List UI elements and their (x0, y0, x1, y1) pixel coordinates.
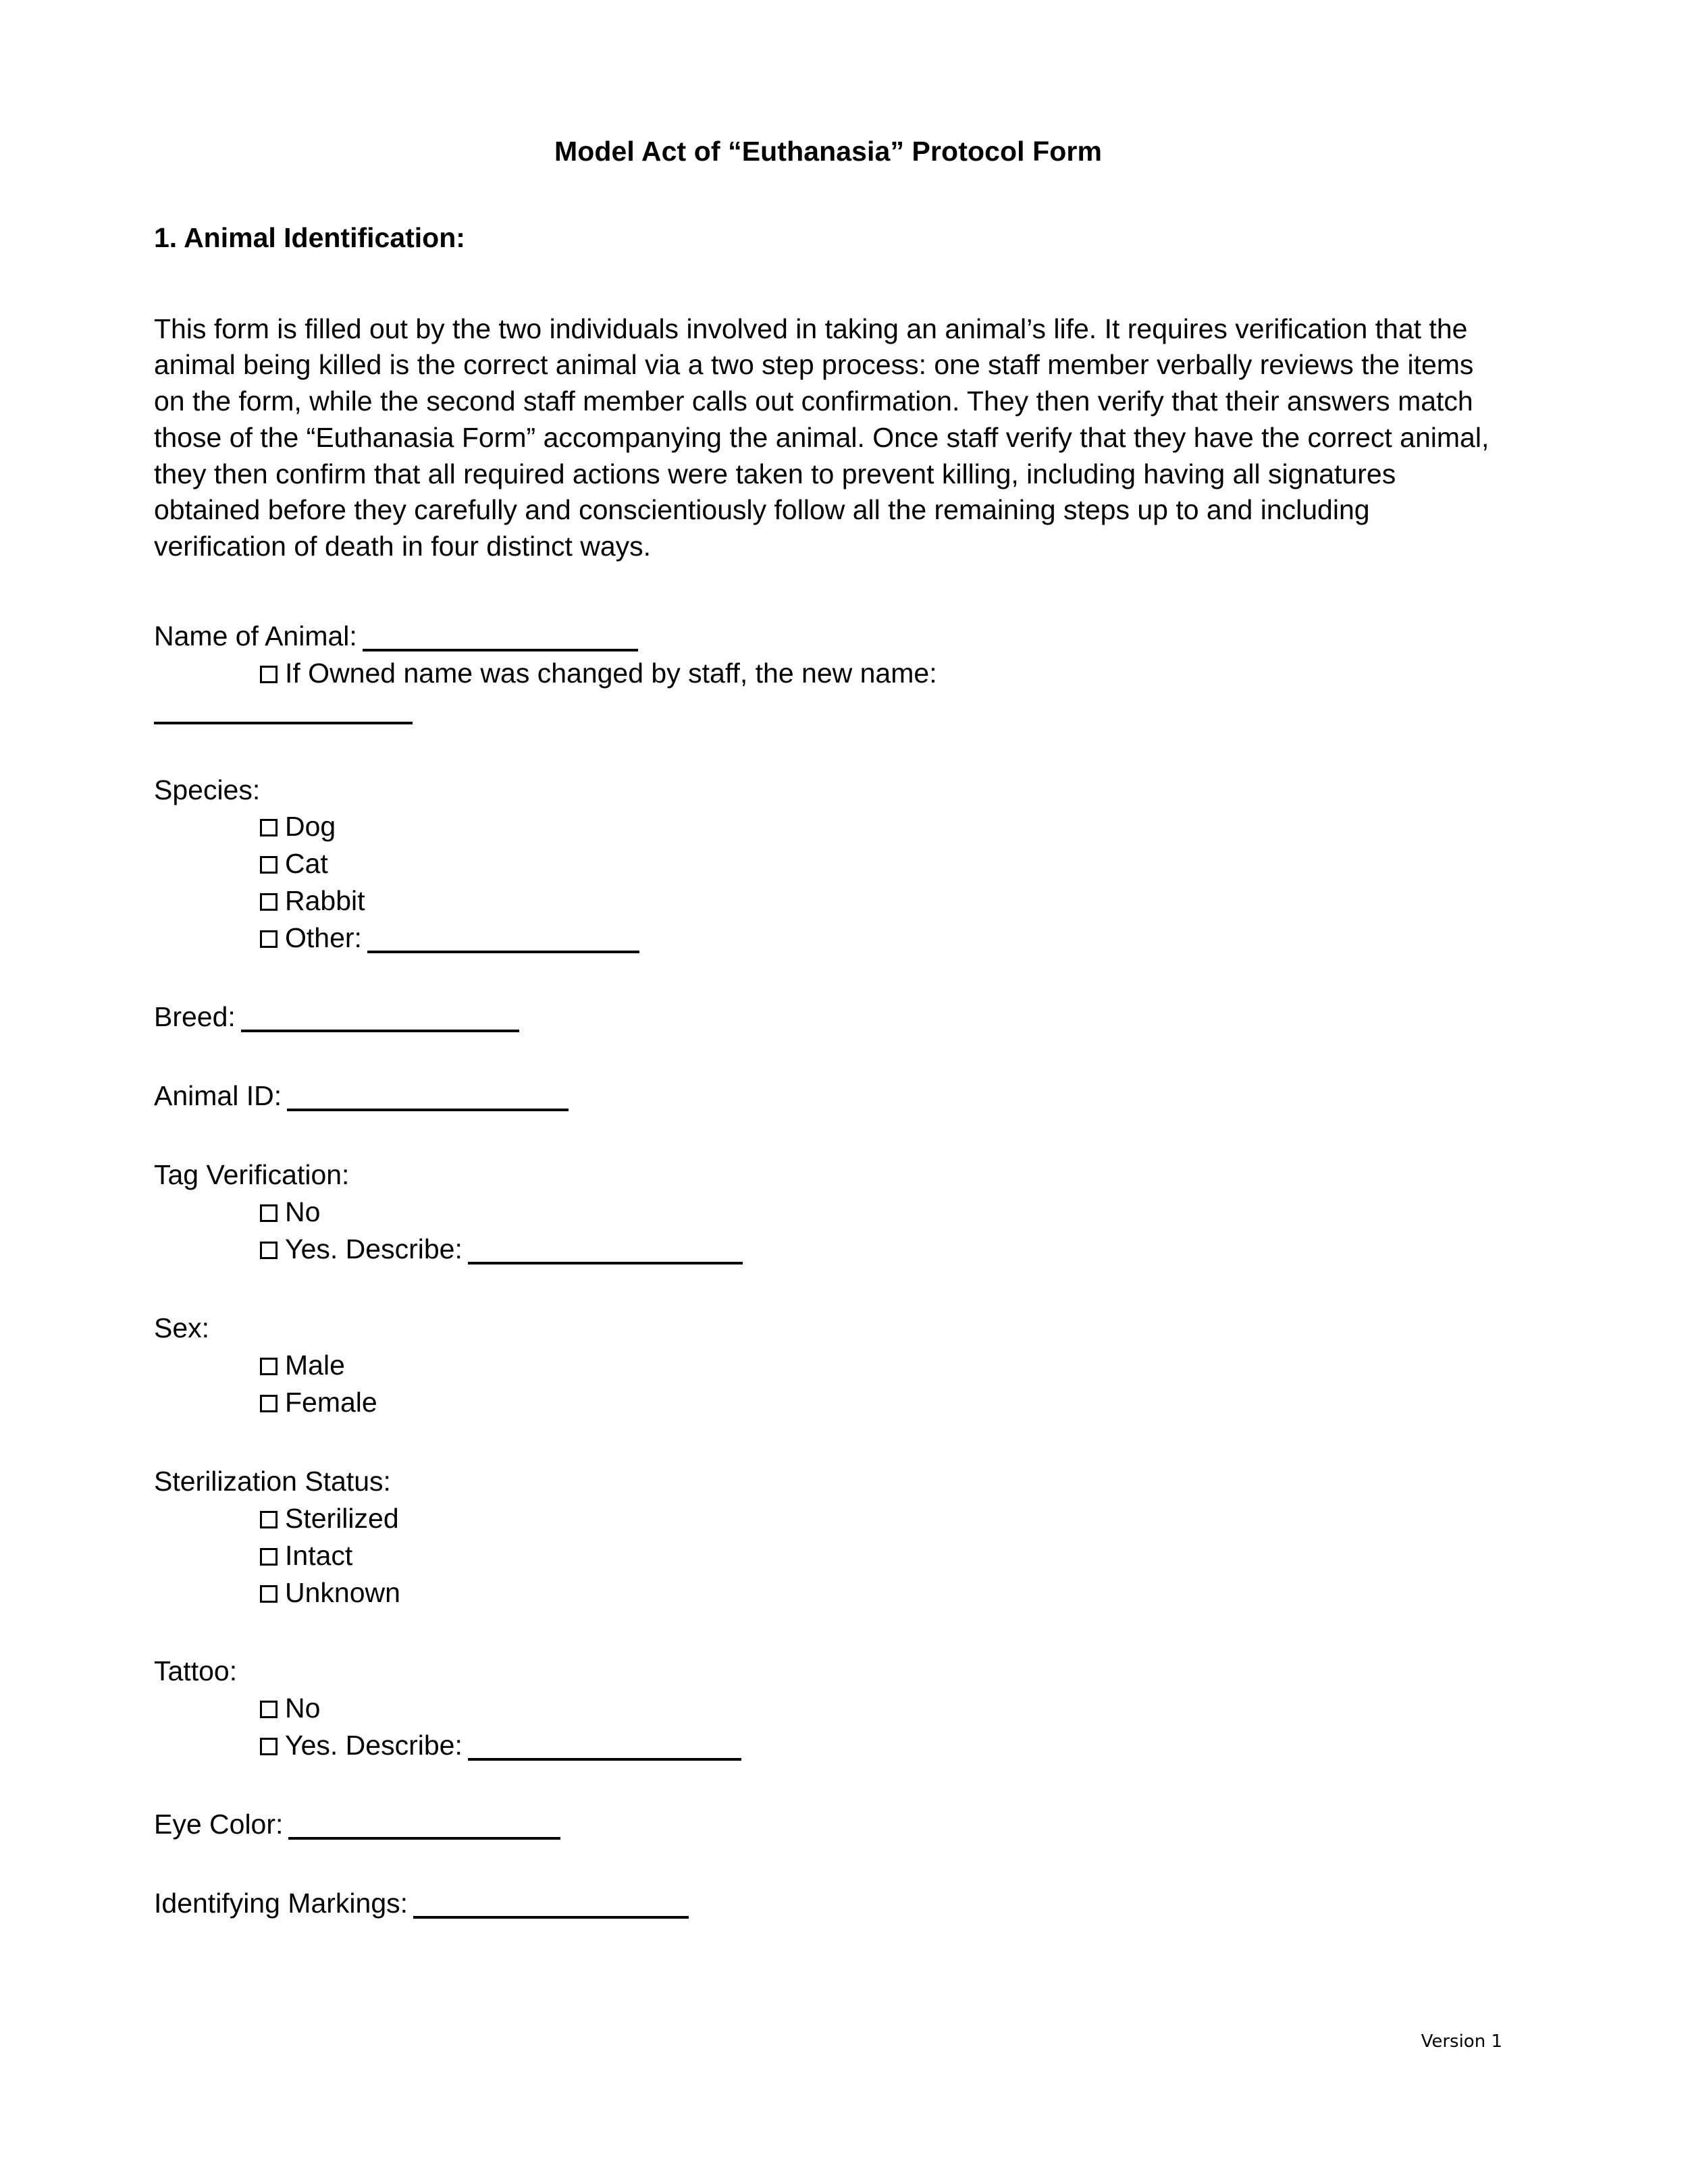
label-tattoo: Tattoo: (154, 1655, 238, 1687)
option-label-tattoo-no: No (285, 1693, 321, 1724)
field-block-animal-id (154, 1077, 1502, 1115)
checkbox-icon-sex-male[interactable] (260, 1358, 278, 1375)
checkbox-icon-species-dog[interactable] (260, 819, 278, 836)
field-block-tag-verification (154, 1156, 1502, 1268)
option-label-sex-female: Female (285, 1386, 377, 1418)
checkbox-icon-tattoo-yes[interactable] (260, 1738, 278, 1755)
input-identifying-markings[interactable] (413, 1890, 689, 1919)
option-row-tag-verification-yes[interactable] (260, 1231, 1502, 1268)
label-identifying-markings: Identifying Markings: (154, 1888, 408, 1919)
checkbox-icon-tattoo-no[interactable] (260, 1701, 278, 1718)
field-row-name-of-animal (154, 618, 1502, 655)
option-row-tag-verification-no[interactable] (260, 1194, 1502, 1231)
field-row-animal-id (154, 1077, 1502, 1115)
field-block-species (154, 772, 1502, 957)
option-row-sterilization-intact[interactable] (260, 1537, 1502, 1574)
input-species-other[interactable] (367, 924, 639, 953)
input-tag-verification-describe[interactable] (468, 1235, 743, 1264)
checkbox-icon-species-rabbit[interactable] (260, 893, 278, 911)
checkbox-icon-sterilization-unknown[interactable] (260, 1585, 278, 1603)
option-row-sex-female[interactable] (260, 1384, 1502, 1421)
option-row-species-other[interactable] (260, 920, 1502, 957)
field-block-sterilization-status (154, 1463, 1502, 1612)
section-heading-animal-identification: 1. Animal Identification: (154, 222, 465, 254)
label-species: Species: (154, 774, 261, 805)
label-eye-color: Eye Color: (154, 1809, 284, 1840)
field-block-identifying-markings (154, 1885, 1502, 1922)
checkbox-icon-species-cat[interactable] (260, 856, 278, 874)
input-tattoo-describe[interactable] (468, 1732, 741, 1761)
option-row-species-rabbit[interactable] (260, 882, 1502, 920)
page-title: Model Act of “Euthanasia” Protocol Form (554, 136, 1103, 167)
field-row-eye-color (154, 1806, 1502, 1843)
option-row-species-cat[interactable] (260, 845, 1502, 882)
checkbox-icon-sex-female[interactable] (260, 1395, 278, 1412)
field-block-tattoo (154, 1653, 1502, 1764)
input-name-of-animal[interactable] (363, 622, 638, 651)
option-row-sterilization-unknown[interactable] (260, 1574, 1502, 1612)
option-row-tattoo-no[interactable] (260, 1690, 1502, 1727)
checkbox-icon-sterilization-sterilized[interactable] (260, 1511, 278, 1528)
intro-paragraph: This form is filled out by the two individuals involved in taking an animal’s life. It requires verification that the animal being killed is the correct animal via a two step process: one staff member verbally reviews the items on the form, while the second staff member calls out confirmation. They then verify that their answers match those of the “Euthanasia Form” accompanying the animal. Once staff verify that they have the correct animal, they then confirm that all required actions were taken to prevent killing, including having all signatures obtained before they carefully and conscientiously follow all the remaining steps up to and including verification of death in four distinct ways. (154, 313, 1489, 562)
option-label-tattoo-yes: Yes. Describe: (285, 1730, 463, 1761)
option-label-tag-verification-yes: Yes. Describe: (285, 1233, 463, 1264)
option-label-sex-male: Male (285, 1349, 345, 1381)
label-sterilization-status: Sterilization Status: (154, 1465, 391, 1497)
input-owned-new-name[interactable] (154, 722, 413, 724)
option-label-species-other: Other: (285, 922, 362, 954)
field-row-identifying-markings (154, 1885, 1502, 1922)
option-row-species-dog[interactable] (260, 808, 1502, 845)
option-label-sterilization-sterilized: Sterilized (285, 1502, 399, 1534)
field-block-breed (154, 998, 1502, 1036)
checkbox-icon-tag-verification-no[interactable] (260, 1204, 278, 1222)
label-animal-id: Animal ID: (154, 1080, 282, 1112)
label-breed: Breed: (154, 1001, 236, 1033)
page-footer-version: Version 1 (1421, 2031, 1502, 2052)
option-row-sex-male[interactable] (260, 1347, 1502, 1384)
field-row-breed (154, 998, 1502, 1036)
input-breed[interactable] (241, 1003, 519, 1032)
label-tag-verification: Tag Verification: (154, 1159, 350, 1191)
option-label-sterilization-unknown: Unknown (285, 1576, 400, 1608)
label-name-of-animal: Name of Animal: (154, 620, 357, 651)
option-row-owned-name-changed[interactable] (260, 655, 1502, 692)
option-label-sterilization-intact: Intact (285, 1539, 353, 1571)
checkbox-icon-species-other[interactable] (260, 930, 278, 948)
input-animal-id[interactable] (287, 1082, 569, 1111)
option-label-species-cat: Cat (285, 848, 328, 880)
field-block-eye-color (154, 1806, 1502, 1843)
label-sex: Sex: (154, 1312, 210, 1343)
checkbox-icon-tag-verification-yes[interactable] (260, 1242, 278, 1259)
checkbox-icon-sterilization-intact[interactable] (260, 1548, 278, 1566)
option-label-tag-verification-no: No (285, 1196, 321, 1228)
option-label-species-dog: Dog (285, 811, 336, 843)
option-row-tattoo-yes[interactable] (260, 1727, 1502, 1764)
option-label-species-rabbit: Rabbit (285, 885, 365, 917)
field-block-name-of-animal (154, 618, 1502, 724)
option-label-owned-name-changed: If Owned name was changed by staff, the new name: (285, 657, 937, 689)
input-eye-color[interactable] (288, 1811, 560, 1840)
checkbox-icon-owned-name-changed[interactable] (260, 666, 278, 683)
field-block-sex (154, 1310, 1502, 1421)
option-row-sterilization-sterilized[interactable] (260, 1500, 1502, 1537)
